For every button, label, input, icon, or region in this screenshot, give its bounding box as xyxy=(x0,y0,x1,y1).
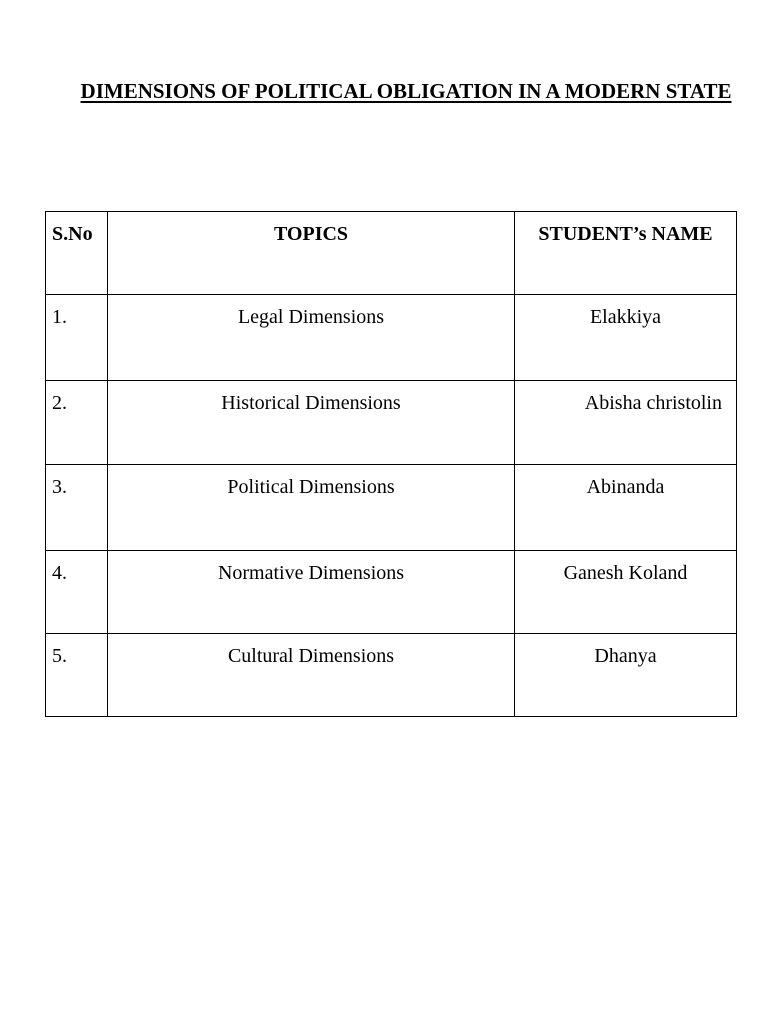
cell-student-name: Ganesh Koland xyxy=(515,551,737,634)
table-row xyxy=(46,634,737,717)
cell-sno: 3. xyxy=(46,465,108,551)
cell-sno: 1. xyxy=(46,295,108,381)
header-student-name: STUDENT’s NAME xyxy=(515,212,737,295)
cell-topic: Normative Dimensions xyxy=(108,551,515,634)
header-sno: S.No xyxy=(46,212,108,295)
table-row xyxy=(46,551,737,634)
cell-sno: 4. xyxy=(46,551,108,634)
cell-topic: Political Dimensions xyxy=(108,465,515,551)
topics-table xyxy=(45,211,737,717)
header-topics: TOPICS xyxy=(108,212,515,295)
cell-sno: 2. xyxy=(46,381,108,465)
document-title: DIMENSIONS OF POLITICAL OBLIGATION IN A MODERN STATE xyxy=(80,79,732,103)
table-header-row xyxy=(46,212,737,295)
table-row xyxy=(46,295,737,381)
cell-student-name: Abinanda xyxy=(515,465,737,551)
cell-student-name: Abisha christolin xyxy=(515,381,737,465)
cell-topic: Legal Dimensions xyxy=(108,295,515,381)
cell-topic: Cultural Dimensions xyxy=(108,634,515,717)
cell-student-name: Dhanya xyxy=(515,634,737,717)
table-row xyxy=(46,381,737,465)
cell-student-name: Elakkiya xyxy=(515,295,737,381)
cell-sno: 5. xyxy=(46,634,108,717)
table-row xyxy=(46,465,737,551)
cell-topic: Historical Dimensions xyxy=(108,381,515,465)
